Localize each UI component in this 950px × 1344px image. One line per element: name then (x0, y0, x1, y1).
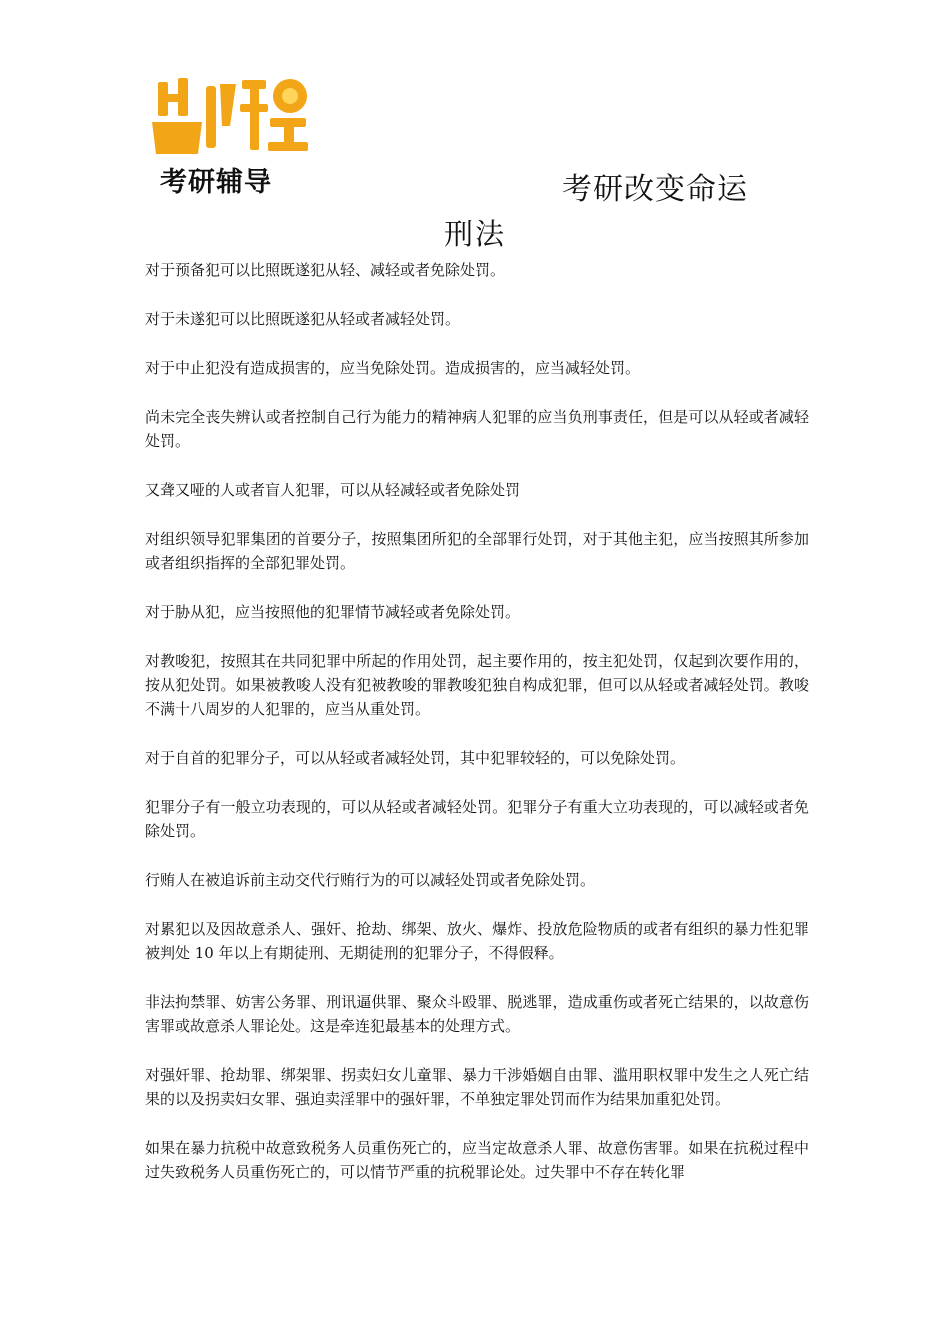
logo-glyph-kai (152, 78, 236, 154)
slogan: 考研改变命运 (562, 172, 748, 207)
paragraph: 对于胁从犯，应当按照他的犯罪情节减轻或者免除处罚。 (145, 603, 521, 621)
logo-subtitle: 考研辅导 (160, 167, 272, 198)
paragraph: 对于未遂犯可以比照既遂犯从轻或者减轻处罚。 (145, 310, 461, 328)
paragraph: 对于预备犯可以比照既遂犯从轻、减轻或者免除处罚。 (145, 261, 506, 279)
company-logo (150, 72, 310, 202)
document-title: 刑法 (443, 217, 506, 251)
paragraph: 对累犯以及因故意杀人、强奸、抢劫、绑架、放火、爆炸、投放危险物质的或者有组织的暴力性犯罪被判处 10 年以上有期徒刑、无期徒刑的犯罪分子，不得假释。 (145, 920, 809, 962)
paragraph: 犯罪分子有一般立功表现的，可以从轻或者减轻处罚。犯罪分子有重大立功表现的，可以减轻或者免除处罚。 (145, 798, 809, 840)
document-body (145, 258, 809, 1209)
paragraph: 对强奸罪、抢劫罪、绑架罪、拐卖妇女儿童罪、暴力干涉婚姻自由罪、滥用职权罪中发生之人死亡结果的以及拐卖妇女罪、强迫卖淫罪中的强奸罪，不单独定罪处罚而作为结果加重犯处罚。 (145, 1066, 809, 1108)
paragraph: 对教唆犯，按照其在共同犯罪中所起的作用处罚，起主要作用的，按主犯处罚，仅起到次要作用的，按从犯处罚。如果被教唆人没有犯被教唆的罪教唆犯独自构成犯罪，但可以从轻或者减轻处罚。教唆不满十八周岁的人犯罪的，应当从重处罚。 (145, 652, 809, 718)
paragraph: 如果在暴力抗税中故意致税务人员重伤死亡的，应当定故意杀人罪、故意伤害罪。如果在抗税过程中过失致税务人员重伤死亡的，可以情节严重的抗税罪论处。过失罪中不存在转化罪 (145, 1139, 809, 1181)
paragraph: 对于自首的犯罪分子，可以从轻或者减轻处罚，其中犯罪较轻的，可以免除处罚。 (145, 749, 686, 767)
paragraph: 非法拘禁罪、妨害公务罪、刑讯逼供罪、聚众斗殴罪、脱逃罪，造成重伤或者死亡结果的，以故意伤害罪或故意杀人罪论处。这是牵连犯最基本的处理方式。 (145, 993, 809, 1035)
paragraph: 尚未完全丧失辨认或者控制自己行为能力的精神病人犯罪的应当负刑事责任，但是可以从轻或者减轻处罚。 (145, 408, 809, 450)
logo-glyph-cheng (240, 79, 308, 151)
paragraph: 对于中止犯没有造成损害的，应当免除处罚。造成损害的，应当减轻处罚。 (145, 359, 641, 377)
logo-mark (150, 72, 310, 162)
paragraph: 行贿人在被追诉前主动交代行贿行为的可以减轻处罚或者免除处罚。 (145, 871, 596, 889)
paragraph: 又聋又哑的人或者盲人犯罪，可以从轻减轻或者免除处罚 (145, 481, 521, 499)
paragraph: 对组织领导犯罪集团的首要分子，按照集团所犯的全部罪行处罚，对于其他主犯，应当按照其所参加或者组织指挥的全部犯罪处罚。 (145, 530, 809, 572)
